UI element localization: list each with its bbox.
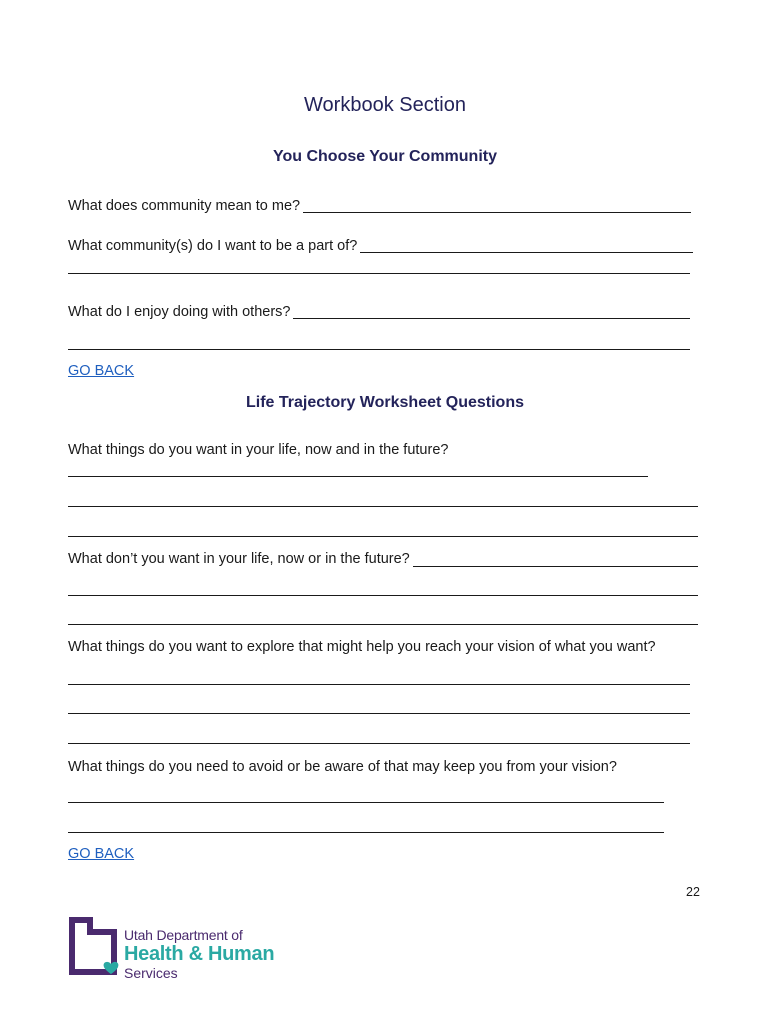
- logo-line-department: Utah Department of: [124, 927, 243, 943]
- answer-line: [68, 743, 690, 744]
- question-community-meaning: What does community mean to me?: [68, 197, 303, 215]
- question-dont-want-in-life: What don’t you want in your life, now or in the future?: [68, 550, 413, 568]
- section-heading-community: You Choose Your Community: [272, 148, 497, 165]
- answer-line: [68, 536, 698, 537]
- answer-line: [68, 476, 648, 477]
- answer-line: [68, 595, 698, 596]
- answer-line: [68, 624, 698, 625]
- answer-line: [68, 349, 690, 350]
- answer-line: [68, 713, 690, 714]
- go-back-link[interactable]: GO BACK: [68, 363, 135, 379]
- question-avoid-or-aware: What things do you need to avoid or be aware of that may keep you from your vision?: [68, 758, 620, 776]
- answer-line: [68, 802, 664, 803]
- question-explore-vision: What things do you want to explore that might help you reach your vision of what you want?: [68, 638, 659, 656]
- page-title: Workbook Section: [304, 94, 466, 116]
- question-enjoy-with-others: What do I enjoy doing with others?: [68, 303, 293, 321]
- question-want-in-life: What things do you want in your life, now and in the future?: [68, 441, 451, 459]
- question-community-part-of: What community(s) do I want to be a part of?: [68, 237, 360, 255]
- logo-line-services: Services: [124, 965, 178, 981]
- utah-state-heart-icon: [68, 916, 120, 976]
- answer-line: [68, 273, 690, 274]
- answer-line: [68, 506, 698, 507]
- answer-line: [68, 684, 690, 685]
- go-back-link[interactable]: GO BACK: [68, 846, 135, 862]
- page-number: 22: [686, 885, 700, 899]
- section-heading-life-trajectory: Life Trajectory Worksheet Questions: [245, 394, 524, 411]
- logo-line-health-human: Health & Human: [124, 943, 275, 965]
- logo-wordmark: [124, 927, 274, 981]
- answer-line: [68, 832, 664, 833]
